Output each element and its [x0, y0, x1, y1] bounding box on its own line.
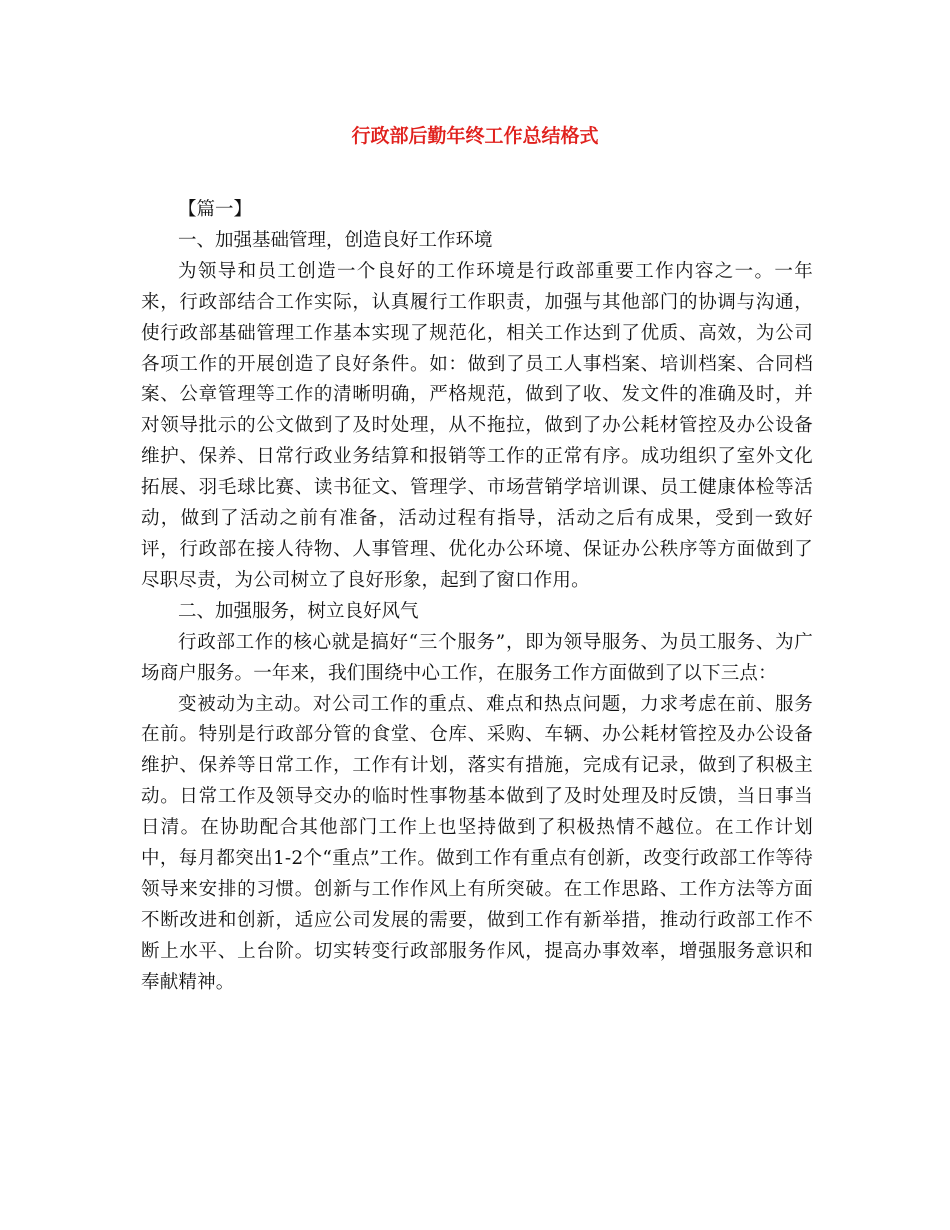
document-title: 行政部后勤年终工作总结格式 — [351, 125, 599, 147]
section-label: 【篇一】 — [178, 199, 253, 220]
section-heading-2: 二、加强服务，树立良好风气 — [178, 600, 419, 622]
body-paragraph-2: 行政部工作的核心就是搞好“三个服务”，即为领导服务、为员工服务、为广场商户服务。一年来，我们围绕中心工作，在服务工作方面做到了以下三点： — [141, 631, 813, 684]
body-paragraph-1: 为领导和员工创造一个良好的工作环境是行政部重要工作内容之一。一年来，行政部结合工作实际，认真履行工作职责，加强与其他部门的协调与沟通，使行政部基础管理工作基本实现了规范化，相关工作达到了优质、高效，为公司各项工作的开展创造了良好条件。如：做到了员工人事档案、培训档案、合同档案、公章管理等工作的清晰明确，严格规范，做到了收、发文件的准确及时，并对领导批示的公文做到了及时处理，从不拖拉，做到了办公耗材管控及办公设备维护、保养、日常行政业务结算和报销等工作的正常有序。成功组织了室外文化拓展、羽毛球比赛、读书征文、管理学、市场营销学培训课、员工健康体检等活动，做到了活动之前有准备，活动过程有指导，活动之后有成果，受到一致好评，行政部在接人待物、人事管理、优化办公环境、保证办公秩序等方面做到了尽职尽责，为公司树立了良好形象，起到了窗口作用。 — [141, 260, 813, 591]
section-heading-1: 一、加强基础管理，创造良好工作环境 — [178, 229, 493, 251]
document-body — [141, 195, 813, 999]
body-paragraph-3: 变被动为主动。对公司工作的重点、难点和热点问题，力求考虑在前、服务在前。特别是行政部分管的食堂、仓库、采购、车辆、办公耗材管控及办公设备维护、保养等日常工作，工作有计划，落实有措施，完成有记录，做到了积极主动。日常工作及领导交办的临时性事物基本做到了及时处理及时反馈，当日事当日清。在协助配合其他部门工作上也坚持做到了积极热情不越位。在工作计划中，每月都突出1-2个“重点”工作。做到工作有重点有创新，改变行政部工作等待领导来安排的习惯。创新与工作作风上有所突破。在工作思路、工作方法等方面不断改进和创新，适应公司发展的需要，做到工作有新举措，推动行政部工作不断上水平、上台阶。切实转变行政部服务作风，提高办事效率，增强服务意识和奉献精神。 — [141, 693, 813, 993]
